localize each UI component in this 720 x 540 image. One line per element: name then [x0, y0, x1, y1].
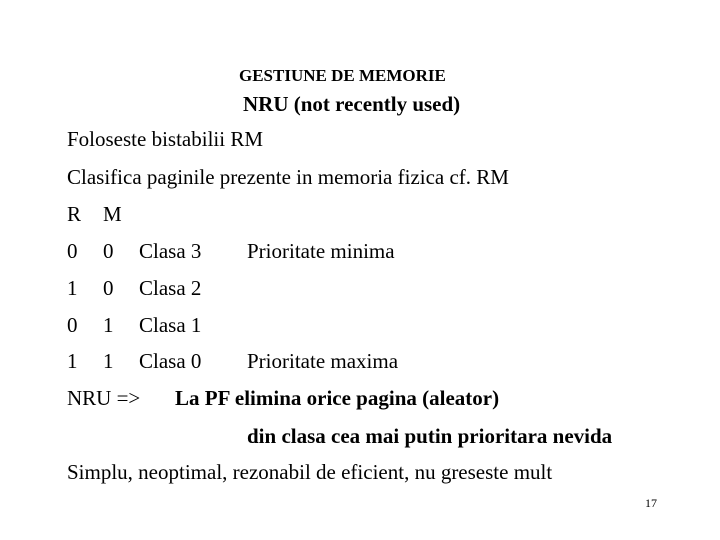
row-m-value: 0: [103, 276, 114, 300]
row-clasa: Clasa 0: [139, 349, 202, 373]
row-note: Prioritate minima: [247, 239, 395, 263]
conclusion-line: Simplu, neoptimal, rezonabil de eficient, nu greseste mult: [67, 460, 553, 484]
line-bistabili: Foloseste bistabilii RM: [67, 127, 264, 151]
slide-title: GESTIUNE DE MEMORIE: [239, 66, 446, 85]
row-m-value: 1: [103, 349, 114, 373]
nru-label: NRU =>: [67, 386, 141, 410]
row-r-value: 0: [67, 239, 78, 263]
row-r-value: 1: [67, 349, 78, 373]
row-clasa: Clasa 2: [139, 276, 202, 300]
row-clasa: Clasa 3: [139, 239, 202, 263]
row-r-value: 0: [67, 313, 78, 337]
page-number: 17: [645, 496, 657, 510]
row-m-value: 1: [103, 313, 114, 337]
row-clasa: Clasa 1: [139, 313, 202, 337]
row-r-value: 1: [67, 276, 78, 300]
table-header-m: M: [103, 202, 122, 226]
row-m-value: 0: [103, 239, 114, 263]
nru-rule-line1: La PF elimina orice pagina (aleator): [175, 386, 500, 410]
table-header-r: R: [67, 202, 82, 226]
row-note: Prioritate maxima: [247, 349, 399, 373]
nru-rule-line2: din clasa cea mai putin prioritara nevida: [247, 424, 613, 448]
slide-subtitle: NRU (not recently used): [243, 92, 461, 116]
line-clasifica: Clasifica paginile prezente in memoria fizica cf. RM: [67, 165, 509, 189]
